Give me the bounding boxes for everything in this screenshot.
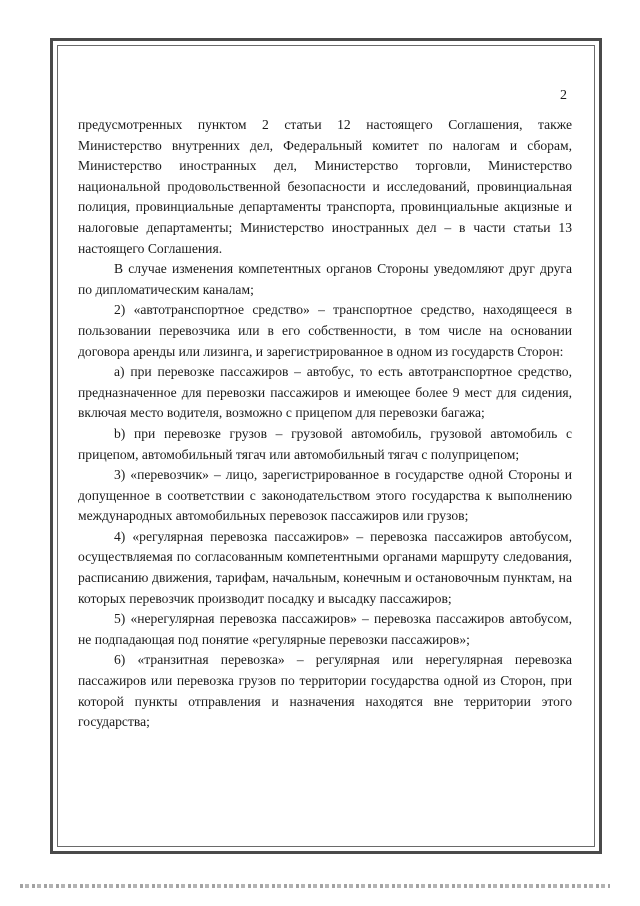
paragraph-competent-authorities: предусмотренных пунктом 2 статьи 12 настоящего Соглашения, также Министерство внутренних дел, Федеральный комитет по налогам и сборам, Министерство иностранных дел, Министерство торговли, Министерство национальной продовольственной безопасности и исследований, провинциальная полиция, провинциальные департаменты транспорта, провинциальные акцизные и налоговые департаменты; Министерство иностранных дел – в части статьи 13 настоящего Соглашения. xyxy=(78,117,572,256)
page-number: 2 xyxy=(560,88,567,103)
paragraph-definition-irregular-transport: 5) «нерегулярная перевозка пассажиров» – перевозка пассажиров автобусом, не подпадающая под понятие «регулярные перевозки пассажиров»; xyxy=(78,611,572,647)
paragraph-definition-truck: b) при перевозке грузов – грузовой автомобиль, грузовой автомобиль с прицепом, автомобильный тягач или автомобильный тягач с полуприцепом; xyxy=(78,425,572,462)
paragraph-authority-changes: В случае изменения компетентных органов Стороны уведомляют друг друга по дипломатическим каналам; xyxy=(78,261,572,297)
scan-edge-artifact xyxy=(20,884,610,888)
paragraph-definition-vehicle: 2) «автотранспортное средство» – транспортное средство, находящееся в пользовании перевозчика или в его собственности, в том числе на основании договора аренды или лизинга, и зарегистрированное в одном из государств Сторон: xyxy=(78,302,572,359)
paragraph-definition-carrier: 3) «перевозчик» – лицо, зарегистрированное в государстве одной Стороны и допущенное в соответствии с законодательством этого государства к выполнению международных автомобильных перевозок пассажиров или грузов; xyxy=(78,467,572,524)
paragraph-definition-transit: 6) «транзитная перевозка» – регулярная или нерегулярная перевозка пассажиров или перевозка грузов по территории государства одной из Сторон, при которой пункты отправления и назначения находятся вне территории этого государства; xyxy=(78,652,572,730)
document-body xyxy=(78,115,572,733)
paragraph-definition-regular-transport: 4) «регулярная перевозка пассажиров» – перевозка пассажиров автобусом, осуществляемая по согласованным компетентными органами маршруту следования, расписанию движения, тарифам, начальным, конечным и остановочным пунктам, на которых перевозчик производит посадку и высадку пассажиров; xyxy=(78,528,572,606)
paragraph-definition-bus: а) при перевозке пассажиров – автобус, то есть автотранспортное средство, предназначенное для перевозки пассажиров и имеющее более 9 мест для сидения, включая место водителя, возможно с прицепом для перевозки багажа; xyxy=(78,364,572,421)
